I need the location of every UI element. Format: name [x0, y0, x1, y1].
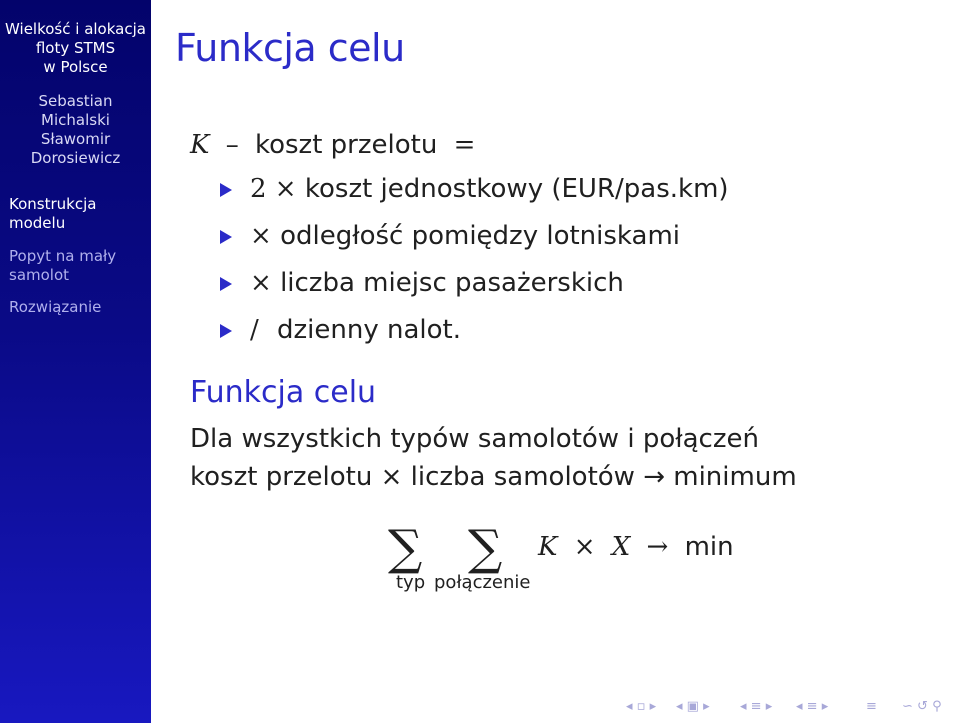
bullet-text: koszt jednostkowy (EUR/pas.km) — [304, 174, 729, 204]
sidebar-section-label: Rozwiązanie — [9, 298, 102, 316]
objective-formula — [388, 520, 748, 600]
nav-frame-icon: ▫ — [636, 699, 646, 714]
nav-next-icon[interactable]: ▸ — [765, 699, 773, 714]
sidebar-presentation-title[interactable] — [0, 20, 151, 77]
block-line-2: koszt przelotu × liczba samolotów → minimum — [190, 462, 797, 492]
sidebar-author-line: Sebastian — [38, 92, 113, 110]
bullet-text: liczba miejsc pasażerskich — [280, 268, 624, 298]
sum-symbol: ∑ — [388, 520, 423, 576]
frame-title: Funkcja celu — [175, 26, 405, 70]
bullet-prefix: 2 × — [250, 174, 297, 204]
nav-prev-icon[interactable]: ◂ — [740, 699, 747, 714]
nav-frame-group[interactable] — [626, 699, 656, 714]
bullet-triangle-icon — [220, 183, 232, 197]
bullet-text: odległość pomiędzy lotniskami — [280, 221, 681, 251]
block-title: Funkcja celu — [190, 375, 377, 410]
bullet-triangle-icon — [220, 324, 232, 338]
nav-next-icon[interactable]: ▸ — [821, 699, 829, 714]
sidebar-section-popyt[interactable] — [9, 247, 116, 285]
sidebar-title-line: floty STMS — [35, 39, 116, 57]
nav-align-icon[interactable]: ≡ — [866, 699, 877, 714]
nav-subsec-group[interactable] — [796, 699, 828, 714]
sidebar-section-rozwiazanie[interactable] — [9, 298, 101, 317]
sidebar-authors — [0, 92, 151, 168]
times-sign: × — [573, 532, 596, 562]
sidebar-section-label: samolot — [9, 266, 70, 284]
nav-refresh-icon[interactable]: ↺ — [917, 699, 928, 714]
formula-rhs — [538, 532, 734, 562]
nav-back-icon[interactable]: ∽ — [902, 699, 913, 714]
min-label: min — [684, 532, 734, 562]
bullet-prefix: / — [250, 315, 259, 345]
bullet-triangle-icon — [220, 230, 232, 244]
sum-symbol: ∑ — [468, 520, 503, 576]
block-line-1: Dla wszystkich typów samolotów i połączeń — [190, 424, 759, 454]
var-k: K — [538, 532, 558, 562]
sidebar-title-line: Wielkość i alokacja — [5, 20, 146, 38]
nav-section-group[interactable] — [740, 699, 772, 714]
nav-align-group[interactable] — [866, 699, 877, 714]
bullet-prefix: × — [250, 268, 272, 298]
sidebar-section-label: Popyt na mały — [9, 247, 117, 265]
var-x: X — [611, 532, 631, 562]
arrow-sign: → — [646, 532, 669, 562]
sidebar — [0, 0, 151, 723]
nav-next-icon[interactable]: ▸ — [703, 699, 710, 714]
nav-section-icon: ≡ — [750, 699, 762, 714]
nav-slide-icon: ▣ — [686, 699, 699, 714]
bullet-text: dzienny nalot. — [277, 315, 462, 345]
equals-sign: = — [453, 130, 476, 160]
sidebar-section-label: modelu — [9, 214, 66, 232]
sum-subscript-polaczenie: połączenie — [434, 572, 531, 593]
nav-search-icon[interactable]: ⚲ — [932, 699, 942, 714]
nav-next-icon[interactable]: ▸ — [649, 699, 657, 714]
sidebar-section-konstrukcja-modelu[interactable] — [9, 195, 96, 233]
bullet-triangle-icon — [220, 277, 232, 291]
nav-prev-icon[interactable]: ◂ — [796, 699, 803, 714]
nav-prev-icon[interactable]: ◂ — [626, 699, 633, 714]
sidebar-section-label: Konstrukcja — [9, 195, 97, 213]
sidebar-author-line: Dorosiewicz — [30, 149, 121, 167]
sidebar-author-line: Michalski — [41, 111, 110, 129]
sidebar-author-line: Sławomir — [40, 130, 111, 148]
nav-subsection-icon: ≡ — [806, 699, 818, 714]
bullet-prefix: × — [250, 221, 272, 251]
nav-search-group[interactable] — [902, 699, 942, 714]
cost-label: koszt przelotu — [254, 130, 438, 160]
var-k: K — [190, 130, 210, 160]
nav-prev-icon[interactable]: ◂ — [676, 699, 683, 714]
sum-subscript-typ: typ — [396, 572, 426, 593]
nav-subsection-group[interactable] — [676, 699, 710, 714]
cost-definition-line — [190, 130, 475, 160]
sidebar-title-line: w Polsce — [43, 58, 108, 76]
dash: – — [225, 130, 239, 160]
